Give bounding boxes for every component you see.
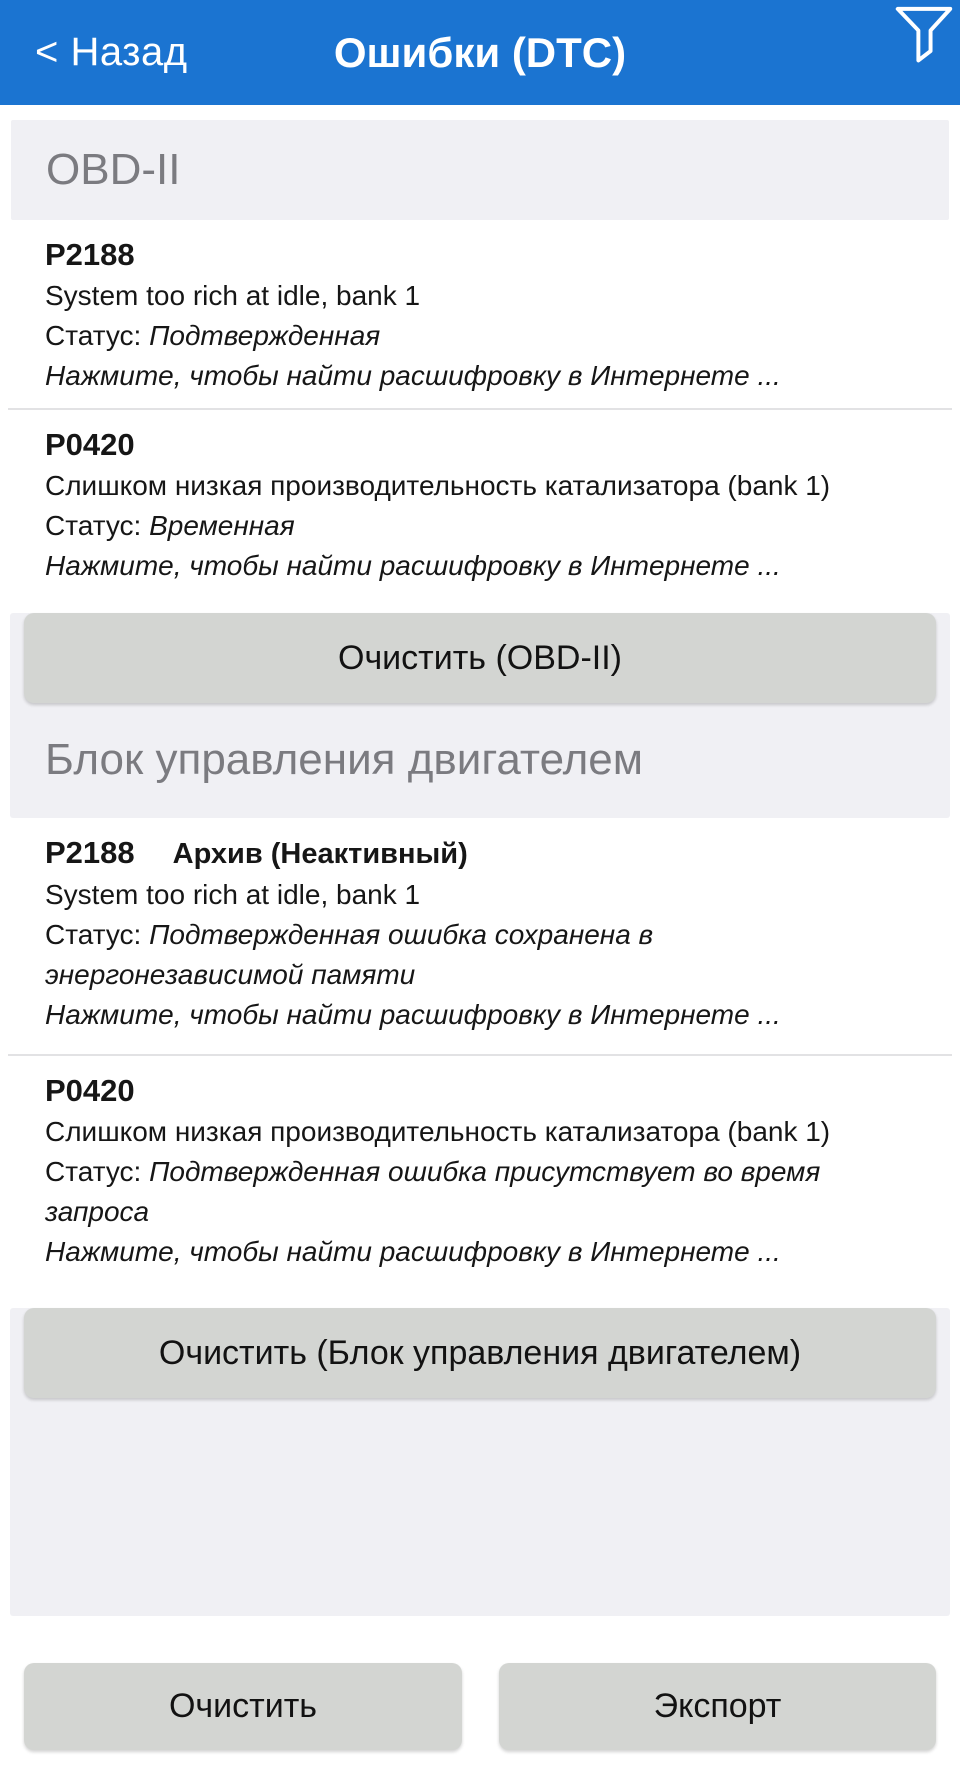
section-footer-ecu bbox=[10, 1308, 950, 1616]
dtc-item-p2188-ecu[interactable] bbox=[45, 818, 895, 1054]
status-value: Подтвержденная bbox=[149, 320, 381, 351]
status-label: Статус: bbox=[45, 1156, 142, 1187]
funnel-icon bbox=[894, 56, 954, 73]
dtc-description: Слишком низкая производительность катализатора (bank 1) bbox=[45, 470, 831, 501]
dtc-description: System too rich at idle, bank 1 bbox=[45, 280, 421, 311]
dtc-status bbox=[45, 1152, 870, 1232]
status-label: Статус: bbox=[45, 510, 142, 541]
spacer bbox=[0, 105, 960, 120]
clear-obd2-button[interactable]: Очистить (OBD-II) bbox=[24, 613, 936, 703]
status-value: Временная bbox=[149, 510, 295, 541]
clear-ecu-button[interactable]: Очистить (Блок управления двигателем) bbox=[24, 1308, 936, 1398]
dtc-list-obd2 bbox=[0, 220, 960, 598]
dtc-code: P2188 bbox=[45, 835, 135, 870]
dtc-status bbox=[45, 506, 870, 546]
dtc-code: P0420 bbox=[45, 1073, 135, 1108]
section-header-ecu: Блок управления двигателем bbox=[45, 735, 643, 784]
dtc-lookup-hint: Нажмите, чтобы найти расшифровку в Интернете ... bbox=[45, 360, 781, 391]
dtc-code: P2188 bbox=[45, 237, 135, 272]
filter-button[interactable] bbox=[894, 5, 954, 69]
status-value: Подтвержденная ошибка сохранена в энергонезависимой памяти bbox=[45, 919, 654, 990]
navbar bbox=[0, 0, 960, 105]
dtc-item-p0420-obd2[interactable] bbox=[45, 408, 895, 598]
dtc-status bbox=[45, 316, 870, 356]
page-title: Ошибки (DTC) bbox=[333, 28, 627, 76]
status-value: Подтвержденная ошибка присутствует во время запроса bbox=[45, 1156, 821, 1227]
dtc-list-ecu bbox=[0, 818, 960, 1291]
dtc-archive-badge: Архив (Неактивный) bbox=[172, 838, 468, 870]
dtc-description: Слишком низкая производительность катализатора (bank 1) bbox=[45, 1116, 831, 1147]
export-button[interactable]: Экспорт bbox=[499, 1663, 936, 1750]
dtc-code-line bbox=[45, 832, 895, 875]
dtc-status bbox=[45, 915, 870, 995]
section-footer-obd2 bbox=[10, 613, 950, 818]
clear-all-button[interactable]: Очистить bbox=[24, 1663, 462, 1750]
back-button[interactable]: < Назад bbox=[35, 30, 188, 74]
dtc-lookup-hint: Нажмите, чтобы найти расшифровку в Интернете ... bbox=[45, 999, 781, 1030]
status-label: Статус: bbox=[45, 919, 142, 950]
dtc-lookup-hint: Нажмите, чтобы найти расшифровку в Интернете ... bbox=[45, 1236, 781, 1267]
dtc-code: P0420 bbox=[45, 427, 135, 462]
dtc-item-p2188-obd2[interactable] bbox=[45, 220, 895, 408]
dtc-item-p0420-ecu[interactable] bbox=[45, 1054, 895, 1291]
dtc-lookup-hint: Нажмите, чтобы найти расшифровку в Интернете ... bbox=[45, 550, 781, 581]
footer-toolbar bbox=[0, 1616, 960, 1776]
status-label: Статус: bbox=[45, 320, 142, 351]
section-header-obd2: OBD-II bbox=[11, 120, 949, 220]
dtc-description: System too rich at idle, bank 1 bbox=[45, 879, 421, 910]
